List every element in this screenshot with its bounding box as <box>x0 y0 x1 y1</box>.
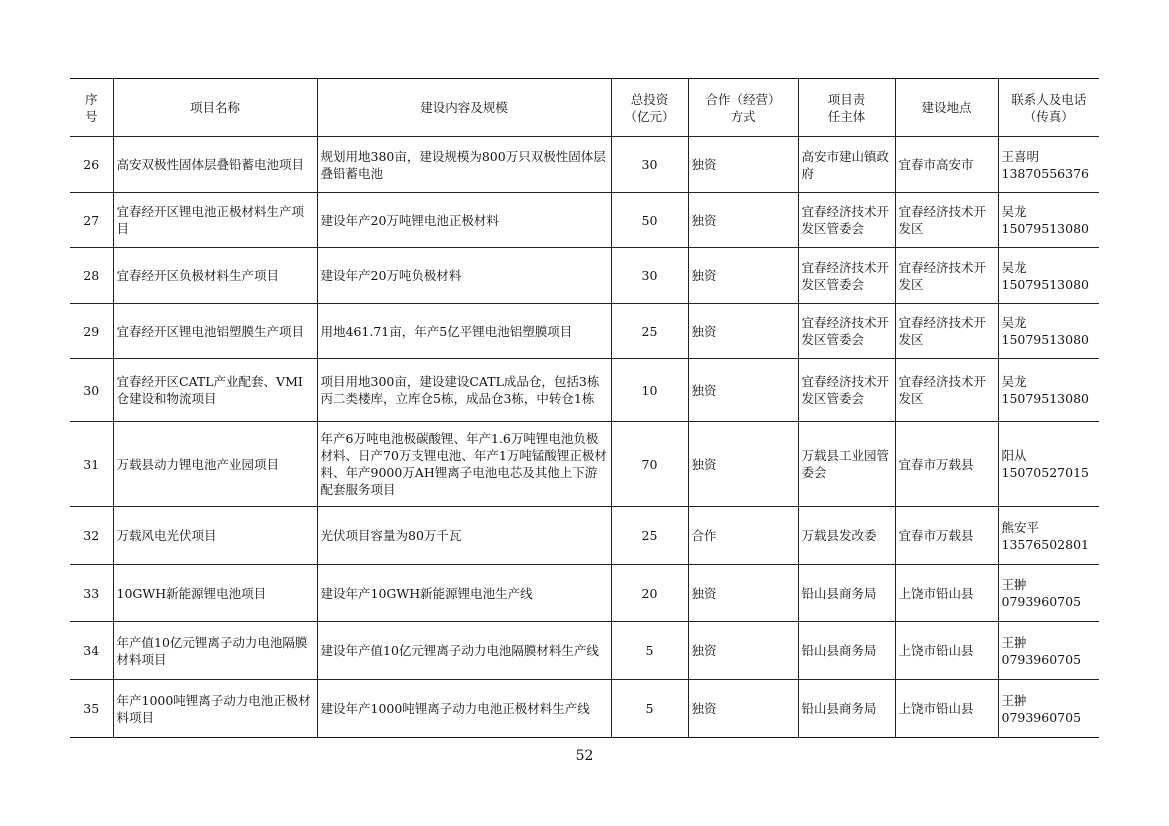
table-row <box>70 680 1099 738</box>
cell-no: 27 <box>70 193 113 248</box>
header-investment: 总投资 （亿元） <box>611 79 688 137</box>
cell-mode: 独资 <box>688 304 798 359</box>
cell-investment: 25 <box>611 304 688 359</box>
table-row <box>70 248 1099 304</box>
table-row <box>70 565 1099 622</box>
cell-investment: 70 <box>611 422 688 507</box>
cell-no: 26 <box>70 137 113 193</box>
cell-investment: 50 <box>611 193 688 248</box>
cell-mode: 独资 <box>688 622 798 680</box>
header-mode: 合作（经营） 方式 <box>688 79 798 137</box>
cell-name: 万载风电光伏项目 <box>113 507 317 565</box>
cell-name: 年产值10亿元锂离子动力电池隔膜材料项目 <box>113 622 317 680</box>
cell-contact: 吴龙 15079513080 <box>998 359 1099 422</box>
table-row <box>70 622 1099 680</box>
cell-content: 建设年产1000吨锂离子动力电池正极材料生产线 <box>317 680 611 738</box>
header-no: 序 号 <box>70 79 113 137</box>
cell-contact: 吴龙 15079513080 <box>998 193 1099 248</box>
cell-mode: 独资 <box>688 565 798 622</box>
cell-contact: 王翀0793960705 <box>998 622 1099 680</box>
cell-investment: 5 <box>611 680 688 738</box>
cell-no: 29 <box>70 304 113 359</box>
cell-investment: 20 <box>611 565 688 622</box>
cell-no: 35 <box>70 680 113 738</box>
cell-name: 宜春经开区锂电池正极材料生产项目 <box>113 193 317 248</box>
cell-name: 10GWH新能源锂电池项目 <box>113 565 317 622</box>
cell-location: 宜春经济技术开发区 <box>895 193 998 248</box>
cell-content: 用地461.71亩，年产5亿平锂电池铝塑膜项目 <box>317 304 611 359</box>
cell-owner: 宜春经济技术开发区管委会 <box>798 304 895 359</box>
cell-contact: 王翀0793960705 <box>998 680 1099 738</box>
cell-content: 建设年产10GWH新能源锂电池生产线 <box>317 565 611 622</box>
header-location: 建设地点 <box>895 79 998 137</box>
cell-no: 33 <box>70 565 113 622</box>
cell-location: 宜春市万载县 <box>895 507 998 565</box>
header-contact: 联系人及电话 （传真） <box>998 79 1099 137</box>
cell-contact: 阳从 15070527015 <box>998 422 1099 507</box>
cell-no: 28 <box>70 248 113 304</box>
cell-investment: 5 <box>611 622 688 680</box>
cell-owner: 万载县工业园管委会 <box>798 422 895 507</box>
cell-owner: 万载县发改委 <box>798 507 895 565</box>
cell-no: 34 <box>70 622 113 680</box>
cell-content: 建设年产20万吨锂电池正极材料 <box>317 193 611 248</box>
cell-name: 宜春经开区锂电池铝塑膜生产项目 <box>113 304 317 359</box>
project-table <box>70 78 1099 738</box>
cell-name: 高安双极性固体层叠铅蓄电池项目 <box>113 137 317 193</box>
cell-mode: 独资 <box>688 248 798 304</box>
cell-location: 上饶市铅山县 <box>895 680 998 738</box>
cell-owner: 宜春经济技术开发区管委会 <box>798 193 895 248</box>
cell-investment: 30 <box>611 248 688 304</box>
cell-name: 万载县动力锂电池产业园项目 <box>113 422 317 507</box>
cell-contact: 王翀0793960705 <box>998 565 1099 622</box>
cell-mode: 合作 <box>688 507 798 565</box>
cell-contact: 吴龙 15079513080 <box>998 304 1099 359</box>
cell-owner: 铅山县商务局 <box>798 622 895 680</box>
table-row <box>70 359 1099 422</box>
table-row <box>70 304 1099 359</box>
cell-contact: 吴龙 15079513080 <box>998 248 1099 304</box>
cell-name: 宜春经开区CATL产业配套、VMI仓建设和物流项目 <box>113 359 317 422</box>
cell-owner: 宜春经济技术开发区管委会 <box>798 248 895 304</box>
table-row <box>70 507 1099 565</box>
cell-content: 年产6万吨电池极碳酸锂、年产1.6万吨锂电池负极材料、日产70万支锂电池、年产1万吨锰酸锂正极材料、年产9000万AH锂离子电池电芯及其他上下游配套服务项目 <box>317 422 611 507</box>
cell-contact: 王喜明 13870556376 <box>998 137 1099 193</box>
cell-mode: 独资 <box>688 193 798 248</box>
cell-location: 宜春市万载县 <box>895 422 998 507</box>
cell-location: 上饶市铅山县 <box>895 565 998 622</box>
cell-owner: 铅山县商务局 <box>798 680 895 738</box>
cell-content: 规划用地380亩，建设规模为800万只双极性固体层叠铅蓄电池 <box>317 137 611 193</box>
cell-content: 光伏项目容量为80万千瓦 <box>317 507 611 565</box>
cell-mode: 独资 <box>688 137 798 193</box>
cell-no: 31 <box>70 422 113 507</box>
table-row <box>70 193 1099 248</box>
header-owner: 项目责 任主体 <box>798 79 895 137</box>
cell-location: 宜春市高安市 <box>895 137 998 193</box>
cell-content: 建设年产20万吨负极材料 <box>317 248 611 304</box>
cell-location: 上饶市铅山县 <box>895 622 998 680</box>
cell-name: 年产1000吨锂离子动力电池正极材料项目 <box>113 680 317 738</box>
cell-owner: 高安市建山镇政府 <box>798 137 895 193</box>
cell-investment: 30 <box>611 137 688 193</box>
cell-owner: 宜春经济技术开发区管委会 <box>798 359 895 422</box>
page-number: 52 <box>575 748 594 764</box>
table-row <box>70 137 1099 193</box>
header-name: 项目名称 <box>113 79 317 137</box>
cell-owner: 铅山县商务局 <box>798 565 895 622</box>
cell-mode: 独资 <box>688 359 798 422</box>
cell-mode: 独资 <box>688 680 798 738</box>
cell-mode: 独资 <box>688 422 798 507</box>
table-header-row <box>70 79 1099 137</box>
cell-location: 宜春经济技术开发区 <box>895 248 998 304</box>
cell-location: 宜春经济技术开发区 <box>895 304 998 359</box>
cell-investment: 10 <box>611 359 688 422</box>
cell-no: 30 <box>70 359 113 422</box>
cell-name: 宜春经开区负极材料生产项目 <box>113 248 317 304</box>
table-row <box>70 422 1099 507</box>
header-content: 建设内容及规模 <box>317 79 611 137</box>
cell-content: 建设年产值10亿元锂离子动力电池隔膜材料生产线 <box>317 622 611 680</box>
cell-contact: 熊安平 13576502801 <box>998 507 1099 565</box>
cell-content: 项目用地300亩，建设建设CATL成品仓，包括3栋丙二类楼库，立库仓5栋，成品仓3栋，中转仓1栋 <box>317 359 611 422</box>
cell-investment: 25 <box>611 507 688 565</box>
cell-location: 宜春经济技术开发区 <box>895 359 998 422</box>
cell-no: 32 <box>70 507 113 565</box>
